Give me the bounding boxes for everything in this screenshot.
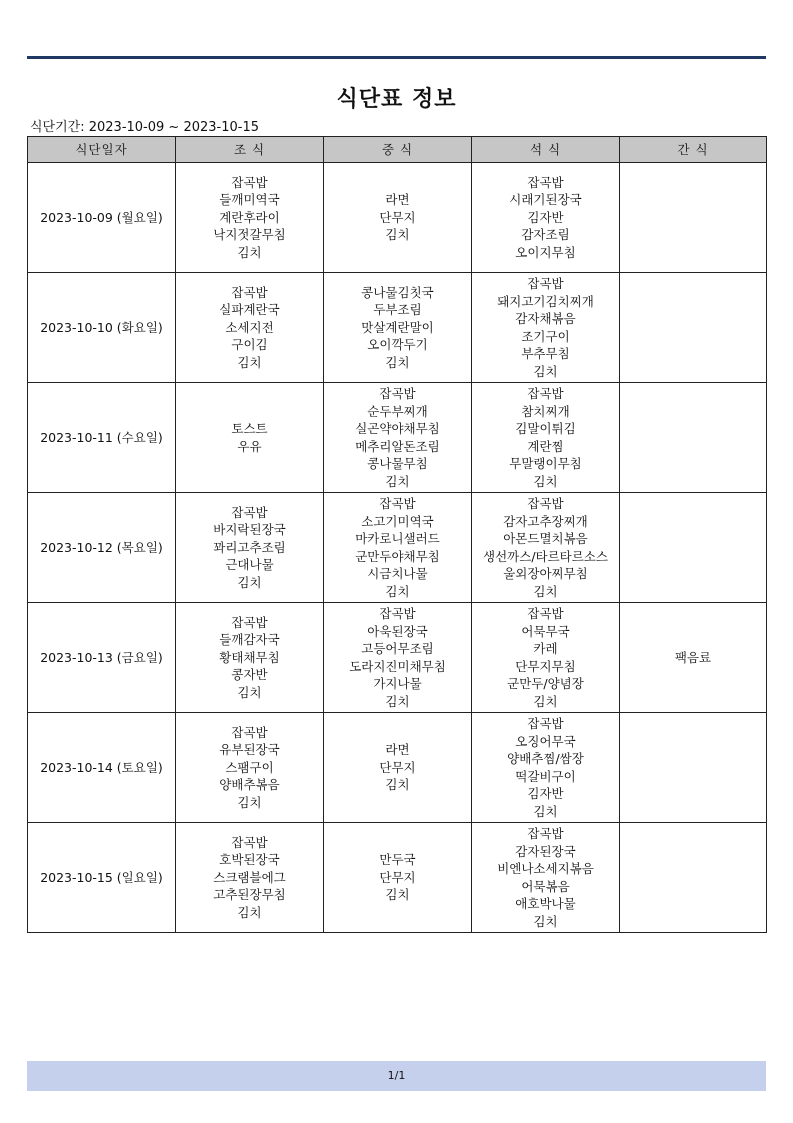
date-cell: 2023-10-13 (금요일) [28,603,176,713]
dish-item: 잡곡밥 [231,614,268,630]
dish-item: 떡갈비구이 [515,768,576,784]
dinner-cell [472,823,620,933]
dish-item: 양배추볶음 [219,777,280,793]
lunch-cell [324,713,472,823]
dish-item: 단무지무침 [515,658,576,674]
dish-item: 김치 [533,363,558,379]
dish-item: 바지락된장국 [213,522,286,538]
dish-item: 아욱된장국 [367,623,428,639]
header-dinner: 석 식 [472,137,620,163]
dish-item: 돼지고기김치찌개 [497,293,594,309]
snack-cell [620,603,767,713]
dish-item: 잡곡밥 [527,606,564,621]
dish-item: 들깨감자국 [219,632,280,648]
table-row [28,603,767,713]
date-cell: 2023-10-09 (월요일) [28,163,176,273]
dish-item: 콩나물김칫국 [361,284,434,300]
dish-item: 잡곡밥 [231,724,268,740]
dish-item: 김치 [237,794,262,810]
dish-item: 군만두야채무침 [355,548,440,564]
table-row [28,383,767,493]
table-row [28,493,767,603]
table-row [28,273,767,383]
dinner-cell [472,383,620,493]
dinner-cell [472,493,620,603]
dish-item: 참치찌개 [521,403,570,419]
dish-item: 소고기미역국 [361,513,434,529]
dish-item: 토스트 [231,421,268,436]
dish-item: 꽈리고추조림 [213,539,286,555]
meal-table-body [28,163,767,933]
dish-item: 부추무침 [521,346,570,361]
dish-item: 어묵볶음 [521,878,570,894]
dish-item: 메추리알돈조림 [355,438,440,454]
dish-item: 오이깍두기 [367,337,428,353]
dish-item: 김자반 [527,209,564,225]
meal-table [27,136,767,933]
dish-item: 고추된장무침 [213,887,286,903]
dish-item: 김치 [533,693,558,709]
dish-item: 오징어무국 [515,733,576,749]
dish-item: 잡곡밥 [379,386,416,401]
dish-item: 잡곡밥 [231,834,268,850]
dish-item: 잡곡밥 [379,606,416,621]
header-lunch: 중 식 [324,137,472,163]
meal-period: 식단기간: 2023-10-09 ~ 2023-10-15 [30,120,260,135]
dish-item: 아몬드멸치볶음 [503,531,588,546]
dish-item: 호박된장국 [219,852,280,868]
dish-item: 라면 [385,192,410,208]
dish-item: 맛살계란말이 [361,319,434,335]
dish-item: 김치 [385,354,410,370]
dish-item: 조기구이 [521,328,570,344]
date-cell: 2023-10-14 (토요일) [28,713,176,823]
snack-cell [620,713,767,823]
breakfast-cell [176,493,324,603]
footer-bar [27,1061,766,1091]
dish-item: 어묵무국 [521,623,570,639]
date-cell: 2023-10-11 (수요일) [28,383,176,493]
dish-item: 시금치나물 [367,566,428,581]
dish-item: 감자조림 [521,227,570,243]
dish-item: 오이지무침 [515,244,576,260]
dish-item: 만두국 [379,852,416,868]
dish-item: 잡곡밥 [231,284,268,300]
dinner-cell [472,713,620,823]
dish-item: 잡곡밥 [527,826,564,841]
lunch-cell [324,493,472,603]
snack-cell [620,823,767,933]
dish-item: 마카로니샐러드 [355,531,440,546]
lunch-cell [324,163,472,273]
lunch-cell [324,383,472,493]
dish-item: 김치 [385,473,410,489]
date-cell: 2023-10-12 (목요일) [28,493,176,603]
dish-item: 김치 [237,904,262,920]
dish-item: 도라지진미채무침 [349,658,446,674]
dish-item: 김치 [533,583,558,599]
dish-item: 소세지전 [225,319,274,335]
dish-item: 들깨미역국 [219,192,280,208]
dish-item: 김치 [237,354,262,370]
dish-item: 콩나물무침 [367,456,428,471]
dish-item: 김치 [385,777,410,793]
header-breakfast: 조 식 [176,137,324,163]
dish-item: 감자채볶음 [515,311,576,326]
dish-item: 잡곡밥 [527,386,564,401]
dish-item: 스팸구이 [225,759,274,775]
table-row [28,823,767,933]
header-row [28,137,767,163]
dish-item: 단무지 [379,209,416,225]
dish-item: 잡곡밥 [527,276,564,291]
table-row [28,713,767,823]
dish-item: 울외장아찌무침 [503,566,588,581]
dish-item: 김치 [385,583,410,599]
dish-item: 구이김 [231,337,268,353]
dish-item: 단무지 [379,759,416,775]
dish-item: 황태채무침 [219,649,280,665]
dish-item: 애호박나물 [515,896,576,911]
dish-item: 감자된장국 [515,843,576,859]
header-snack: 간 식 [620,137,767,163]
dish-item: 감자고추장찌개 [503,513,588,529]
dish-item: 계란후라이 [219,209,280,225]
dish-item: 단무지 [379,869,416,885]
dish-item: 낙지젓갈무침 [213,227,286,243]
dish-item: 우유 [237,438,262,454]
dish-item: 김치 [237,684,262,700]
dish-item: 김치 [385,227,410,243]
dish-item: 양배추찜/쌈장 [507,751,584,766]
dish-item: 잡곡밥 [231,504,268,520]
dish-item: 김말이튀김 [515,421,576,436]
dish-item: 김치 [237,244,262,260]
breakfast-cell [176,163,324,273]
breakfast-cell [176,823,324,933]
date-cell: 2023-10-15 (일요일) [28,823,176,933]
lunch-cell [324,823,472,933]
dish-item: 김치 [237,574,262,590]
breakfast-cell [176,273,324,383]
dish-item: 비엔나소세지볶음 [497,861,594,876]
breakfast-cell [176,603,324,713]
snack-cell [620,273,767,383]
dish-item: 계란찜 [527,438,564,454]
snack-cell [620,383,767,493]
header-date: 식단일자 [28,137,176,163]
dish-item: 근대나물 [225,557,274,573]
dinner-cell [472,603,620,713]
dish-item: 잡곡밥 [527,496,564,511]
dish-item: 잡곡밥 [527,174,564,190]
date-cell: 2023-10-10 (화요일) [28,273,176,383]
dish-item: 김치 [385,693,410,709]
dish-item: 스크램블에그 [213,869,286,885]
page-title: 식단표 정보 [336,87,457,112]
dish-item: 순두부찌개 [367,403,428,419]
dish-item: 두부조림 [373,302,422,318]
dish-item: 고등어무조림 [361,641,434,656]
lunch-cell [324,603,472,713]
dish-item: 시래기된장국 [509,192,582,208]
dish-item: 콩자반 [231,667,268,683]
dish-item: 가지나물 [373,676,422,691]
dish-item: 유부된장국 [219,742,280,758]
dish-item: 김치 [385,887,410,903]
dish-item: 잡곡밥 [379,496,416,511]
dish-item: 무말랭이무침 [509,456,582,471]
dish-item: 김자반 [527,786,564,801]
dish-item: 김치 [533,803,558,819]
breakfast-cell [176,383,324,493]
top-rule [27,56,766,59]
dish-item: 김치 [533,473,558,489]
dish-item: 잡곡밥 [527,716,564,731]
dish-item: 실파계란국 [219,302,280,318]
table-row [28,163,767,273]
dish-item: 라면 [385,742,410,758]
lunch-cell [324,273,472,383]
dish-item: 잡곡밥 [231,174,268,190]
snack-cell [620,493,767,603]
dish-item: 생선까스/타르타르소스 [483,548,608,564]
dish-item: 팩음료 [674,649,712,665]
breakfast-cell [176,713,324,823]
dinner-cell [472,163,620,273]
dish-item: 카레 [533,641,558,656]
dish-item: 군만두/양념장 [507,676,584,691]
page-number: 1/1 [387,1069,406,1082]
snack-cell [620,163,767,273]
dish-item: 실곤약야채무침 [355,421,440,436]
dinner-cell [472,273,620,383]
dish-item: 김치 [533,913,558,929]
